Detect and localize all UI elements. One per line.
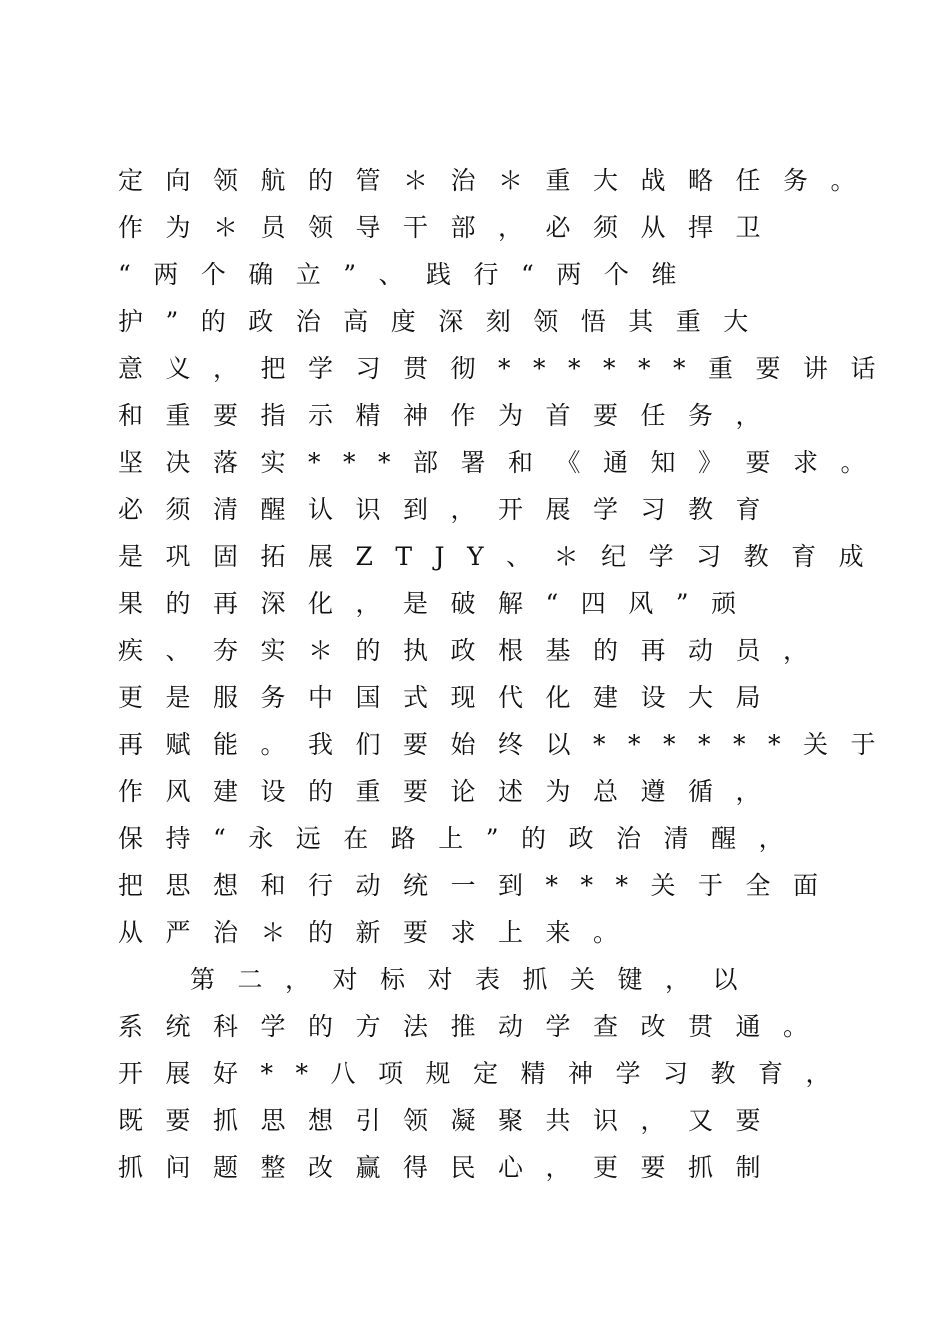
text-line: 必须清醒认识到，开展学习教育 xyxy=(118,495,784,524)
text-line: 作风建设的重要论述为总遵循， xyxy=(118,777,784,806)
text-line: 果的再深化，是破解“四风”顽 xyxy=(118,589,759,618)
text-line: 意义，把学习贯彻******重要讲话 xyxy=(118,354,899,383)
text-line: 系统科学的方法推动学查改贯通。 xyxy=(118,1012,831,1041)
text-line: 把思想和行动统一到***关于全面 xyxy=(118,871,841,900)
text-line: 保持“永远在路上”的政治清醒， xyxy=(118,824,807,853)
text-line: 既要抓思想引领凝聚共识，又要 xyxy=(118,1106,784,1135)
text-line: 再赋能。我们要始终以******关于 xyxy=(118,730,899,759)
text-line: 作为＊员领导干部，必须从捍卫 xyxy=(118,213,784,242)
paragraph-start-line: 第二，对标对表抓关键，以 xyxy=(190,965,761,994)
text-line: 定向领航的管＊治＊重大战略任务。 xyxy=(118,166,879,195)
text-line: “两个确立”、践行“两个维 xyxy=(118,260,699,289)
text-line: 从严治＊的新要求上来。 xyxy=(118,918,641,947)
text-line: 和重要指示精神作为首要任务， xyxy=(118,401,784,430)
text-line: 疾、夯实＊的执政根基的再动员， xyxy=(118,636,831,665)
text-line: 坚决落实***部署和《通知》要求。 xyxy=(118,448,889,477)
text-line: 开展好**八项规定精神学习教育， xyxy=(118,1059,854,1088)
text-line: 是巩固拓展ZTJY、＊纪学习教育成 xyxy=(118,542,887,571)
body-text xyxy=(118,157,899,1191)
text-line: 更是服务中国式现代化建设大局 xyxy=(118,683,784,712)
text-line: 护”的政治高度深刻领悟其重大 xyxy=(118,307,771,336)
text-line: 抓问题整改赢得民心，更要抓制 xyxy=(118,1153,784,1182)
